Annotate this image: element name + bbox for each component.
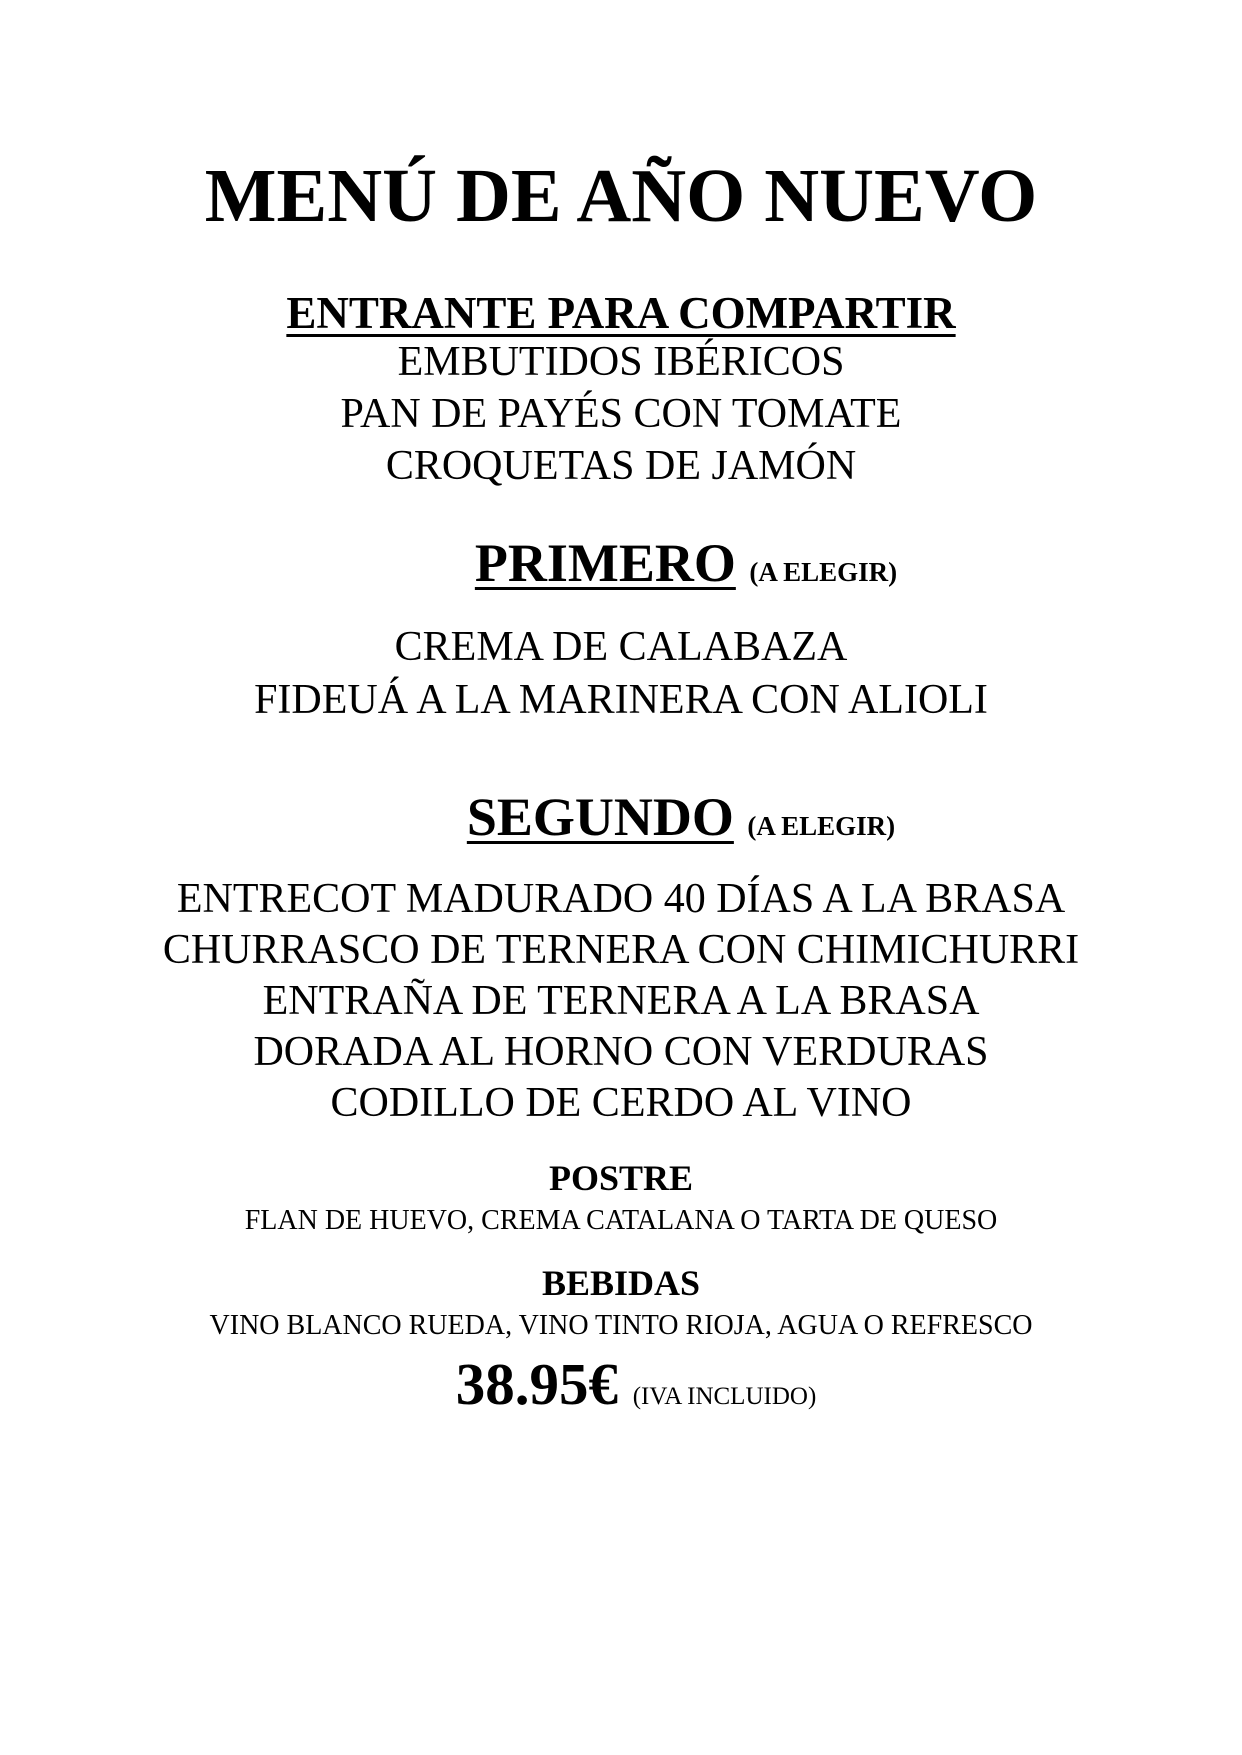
postre-text: FLAN DE HUEVO, CREMA CATALANA O TARTA DE QUESO bbox=[244, 1205, 998, 1236]
segundo-heading-row bbox=[0, 787, 1242, 847]
menu-title: MENÚ DE AÑO NUEVO bbox=[204, 154, 1038, 238]
entrante-item: PAN DE PAYÉS CON TOMATE bbox=[340, 391, 902, 437]
segundo-item: CHURRASCO DE TERNERA CON CHIMICHURRI bbox=[162, 927, 1080, 973]
price-row bbox=[0, 1351, 1242, 1417]
segundo-item: ENTRECOT MADURADO 40 DÍAS A LA BRASA bbox=[176, 876, 1066, 922]
primero-note: (A ELEGIR) bbox=[749, 557, 898, 587]
postre-heading: POSTRE bbox=[548, 1158, 694, 1198]
primero-heading: PRIMERO bbox=[474, 533, 736, 593]
primero-item: CREMA DE CALABAZA bbox=[394, 624, 848, 670]
price-amount: 38.95€ bbox=[455, 1351, 618, 1417]
primero-heading-row bbox=[0, 533, 1242, 593]
bebidas-heading: BEBIDAS bbox=[541, 1263, 701, 1303]
primero-item: FIDEUÁ A LA MARINERA CON ALIOLI bbox=[254, 677, 988, 723]
entrante-heading: ENTRANTE PARA COMPARTIR bbox=[286, 288, 956, 338]
entrante-item: CROQUETAS DE JAMÓN bbox=[385, 443, 857, 489]
segundo-note: (A ELEGIR) bbox=[747, 811, 896, 841]
segundo-heading: SEGUNDO bbox=[466, 787, 734, 847]
segundo-item: CODILLO DE CERDO AL VINO bbox=[330, 1080, 912, 1126]
segundo-item: DORADA AL HORNO CON VERDURAS bbox=[253, 1029, 989, 1075]
price-note: (IVA INCLUIDO) bbox=[632, 1383, 817, 1410]
segundo-item: ENTRAÑA DE TERNERA A LA BRASA bbox=[262, 978, 980, 1024]
bebidas-text: VINO BLANCO RUEDA, VINO TINTO RIOJA, AGUA O REFRESCO bbox=[209, 1310, 1033, 1341]
entrante-item: EMBUTIDOS IBÉRICOS bbox=[397, 339, 845, 385]
